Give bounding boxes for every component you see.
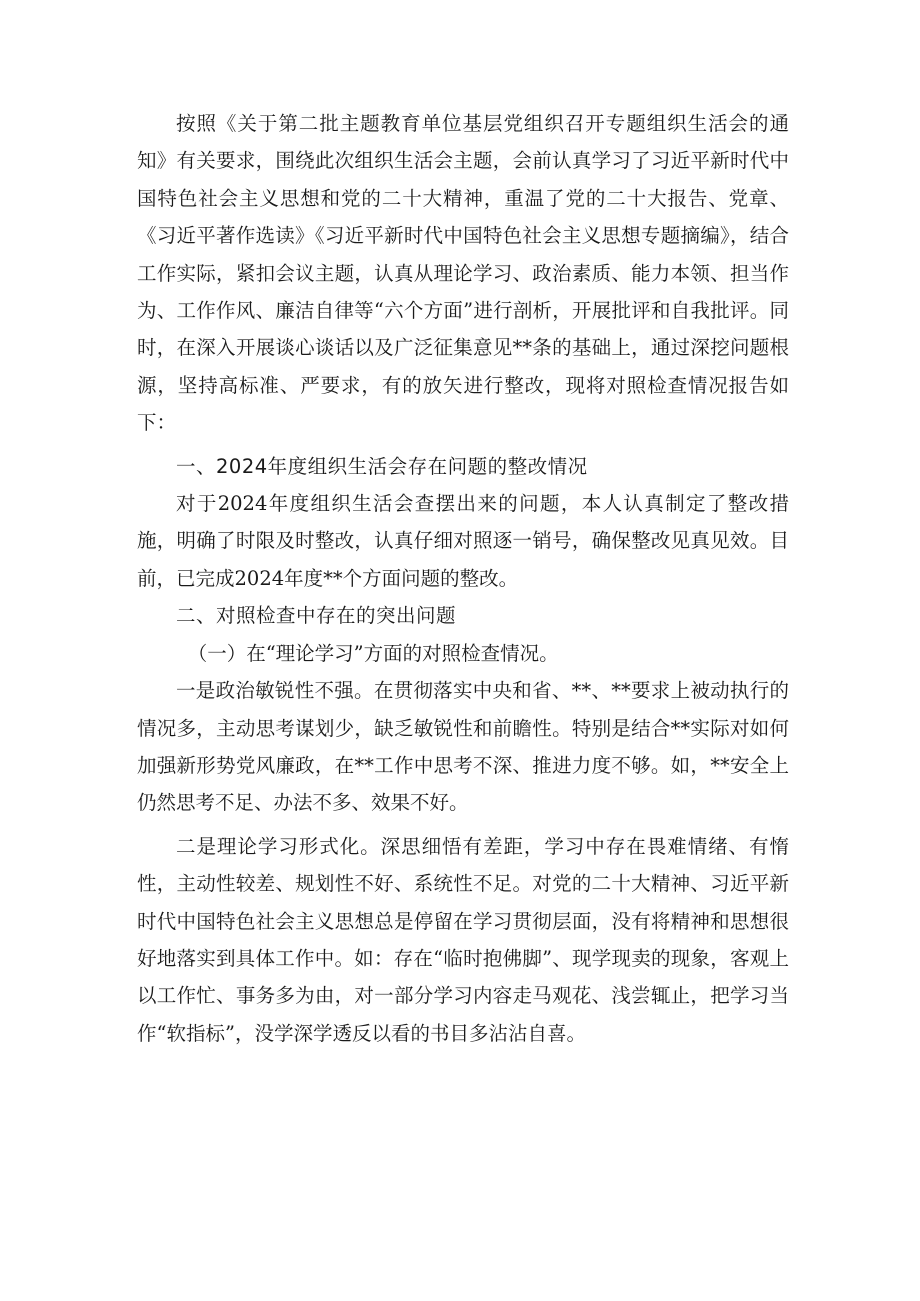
point-political-sensitivity: 一是政治敏锐性不强。在贯彻落实中央和省、**、**要求上被动执行的情况多，主动思考谋划少，缺乏敏锐性和前瞻性。特别是结合**实际对如何加强新形势党风廉政，在**工作中思考不深、推进力度不够。如，**安全上仍然思考不足、办法不多、效果不好。 bbox=[137, 679, 789, 815]
document-body bbox=[137, 105, 789, 1052]
rectification-paragraph: 对于2024年度组织生活会查摆出来的问题，本人认真制定了整改措施，明确了时限及时整改，认真仔细对照逐一销号，确保整改见真见效。目前，已完成2024年度**个方面问题的整改。 bbox=[137, 492, 789, 590]
point-theory-formalism: 二是理论学习形式化。深思细悟有差距，学习中存在畏难情绪、有惰性，主动性较差、规划性不好、系统性不足。对党的二十大精神、习近平新时代中国特色社会主义思想总是停留在学习贯彻层面，没有将精神和思想很好地落实到具体工作中。如：存在“临时抱佛脚”、现学现卖的现象，客观上以工作忙、事务多为由，对一部分学习内容走马观花、浅尝辄止，把学习当作“软指标”，没学深学透反以看的书目多沾沾自喜。 bbox=[137, 834, 789, 1045]
subsection-heading-theory-study: （一）在“理论学习”方面的对照检查情况。 bbox=[187, 641, 559, 665]
intro-paragraph: 按照《关于第二批主题教育单位基层党组织召开专题组织生活会的通知》有关要求，围绕此次组织生活会主题，会前认真学习了习近平新时代中国特色社会主义思想和党的二十大精神，重温了党的二十大报告、党章、《习近平著作选读》《习近平新时代中国特色社会主义思想专题摘编》，结合工作实际，紧扣会议主题，认真从理论学习、政治素质、能力本领、担当作为、工作作风、廉洁自律等“六个方面”进行剖析，开展批评和自我批评。同时，在深入开展谈心谈话以及广泛征集意见**条的基础上，通过深挖问题根源，坚持高标准、严要求，有的放矢进行整改，现将对照检查情况报告如下： bbox=[137, 112, 789, 435]
section-heading-rectification: 一、2024年度组织生活会存在问题的整改情况 bbox=[176, 454, 588, 478]
section-heading-problems: 二、对照检查中存在的突出问题 bbox=[176, 604, 457, 628]
